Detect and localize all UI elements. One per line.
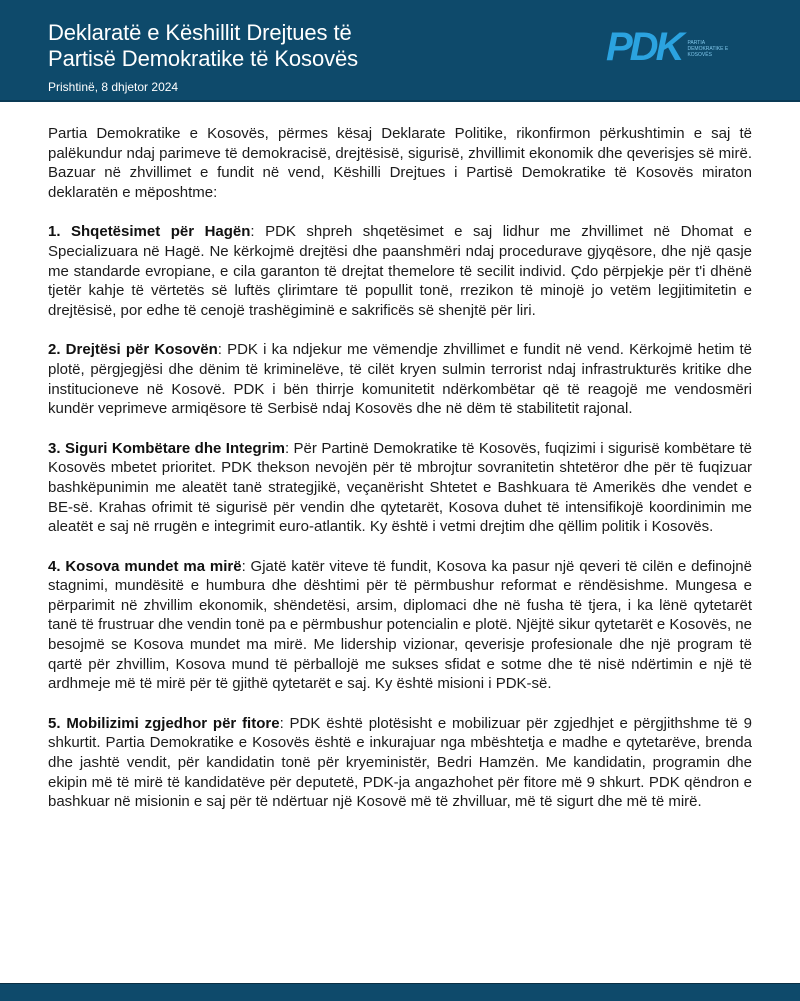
section-heading: 3. Siguri Kombëtare dhe Integrim [48, 439, 285, 457]
section-paragraph [48, 340, 752, 418]
intro-paragraph: Partia Demokratike e Kosovës, përmes kësaj Deklarate Politike, rikonfirmon përkushtimin e saj të palëkundur ndaj parimeve të demokracisë, drejtësisë, sigurisë, zhvillimit ekonomik dhe qeverisjes së mirë. Bazuar në zhvillimet e fundit në vend, Këshilli Drejtues i Partisë Demokratike të Kosovës miraton deklaratën e mëposhtme: [48, 125, 752, 201]
pdk-logo-subtitle: PARTIA DEMOKRATIKE E KOSOVËS [687, 40, 729, 58]
title-line-2: Partisë Demokratike të Kosovës [48, 46, 359, 71]
section-text: : PDK shpreh shqetësimet e saj lidhur me zhvillimet në Dhomat e Specializuara në Hagë. Ne kërkojmë drejtësi dhe paanshmëri ndaj procedurave gjyqësore, dhe një qasje me standarde evropiane, e cila garanton të drejtat themelore të secilit individ. Çdo përpjekje për t'i dhënë tjetër kahje të vërtetës së luftës çlirimtare të popullit tonë, rrezikon të minojë jo vetëm legjitimitetin e drejtësisë, por edhe të cenojë trashëgiminë e sakrificës së shenjtë për liri. [48, 223, 752, 319]
section-text: : PDK është plotësisht e mobilizuar për zgjedhjet e përgjithshme të 9 shkurtit. Partia Demokratike e Kosovës është e inkurajuar nga mbështetja e madhe e qytetarëve, brenda dhe jashtë vendit, për kandidatin tonë për kryeministër, Bedri Hamzën. Me kandidatin, programin dhe ekipin më të mirë të kandidatëve për deputetë, PDK-ja angazhohet për fitore më 9 shkurt. PDK qëndron e bashkuar në misionin e saj për të ndërtuar një Kosovë më të zhvilluar, më të sigurt dhe më të mirë. [48, 714, 752, 811]
document-date: Prishtinë, 8 dhjetor 2024 [48, 80, 179, 94]
section-heading: 5. Mobilizimi zgjedhor për fitore [48, 714, 280, 732]
title-line-1: Deklaratë e Këshillit Drejtues të [48, 20, 352, 45]
pdk-logo [606, 25, 737, 69]
document-header [0, 0, 800, 102]
section-paragraph [48, 714, 752, 812]
section-text: : PDK i ka ndjekur me vëmendje zhvillimet e fundit në vend. Kërkojmë hetim të plotë, përgjegjësi dhe dënim të kriminelëve, të cilët kryen sulmin terrorist ndaj infrastrukturës kritike dhe institucioneve në Kosovë. PDK i bën thirrje komunitetit ndërkombëtar që të reagojë me vendosmëri kundër veprimeve armiqësore të Serbisë ndaj Kosovës dhe në dëm të stabilitetit rajonal. [48, 341, 752, 418]
declaration-body [48, 124, 752, 832]
section-heading: 1. Shqetësimet për Hagën [48, 223, 251, 241]
section-paragraph [48, 557, 752, 694]
section-paragraph [48, 222, 752, 320]
section-heading: 4. Kosova mundet ma mirë [48, 557, 242, 575]
section-heading: 2. Drejtësi për Kosovën [48, 341, 218, 359]
section-text: : Për Partinë Demokratike të Kosovës, fuqizimi i sigurisë kombëtare të Kosovës mbetet prioritet. PDK thekson nevojën për të mbrojtur sovranitetin shtetëror dhe për të fuqizuar bashkëpunimin me aleatët tanë strategjikë, veçanërisht Shtetet e Bashkuara të Amerikës dhe vendet e BE-së. Krahas ofrimit të sigurisë për vendin dhe qytetarët, Kosova duhet të intensifikojë koordinimin me aleatët e saj në rrugën e integrimit euro-atlantik. Ky është i vetmi drejtim dhe qëllim politik i Kosovës. [48, 439, 752, 536]
section-text: : Gjatë katër viteve të fundit, Kosova ka pasur një qeveri të cilën e definojnë stagnimi, mundësitë e humbura dhe dështimi për të përmbushur reformat e rëndësishme. Mungesa e përparimit në zhvillim ekonomik, shëndetësi, arsim, diplomaci dhe në fusha të tjera, i ka lënë qytetarët tanë të frustruar dhe vendin tonë pa e përmbushur potencialin e plotë. Njëjtë sikur qytetarët e Kosovës, ne besojmë se Kosova mundet ma mirë. Me lidership vizionar, qeverisje profesionale dhe një program të qartë për zhvillim, Kosova mund të përballojë me sukses sfidat e sotme dhe të nisë ndërtimin e një të ardhmeje më të mirë për të gjithë qytetarët e saj. Ky është misioni i PDK-së. [48, 557, 752, 693]
pdk-logo-mark: PDK [606, 25, 682, 69]
section-paragraph [48, 439, 752, 537]
document-title [48, 20, 358, 72]
document-footer-bar [0, 983, 800, 1001]
